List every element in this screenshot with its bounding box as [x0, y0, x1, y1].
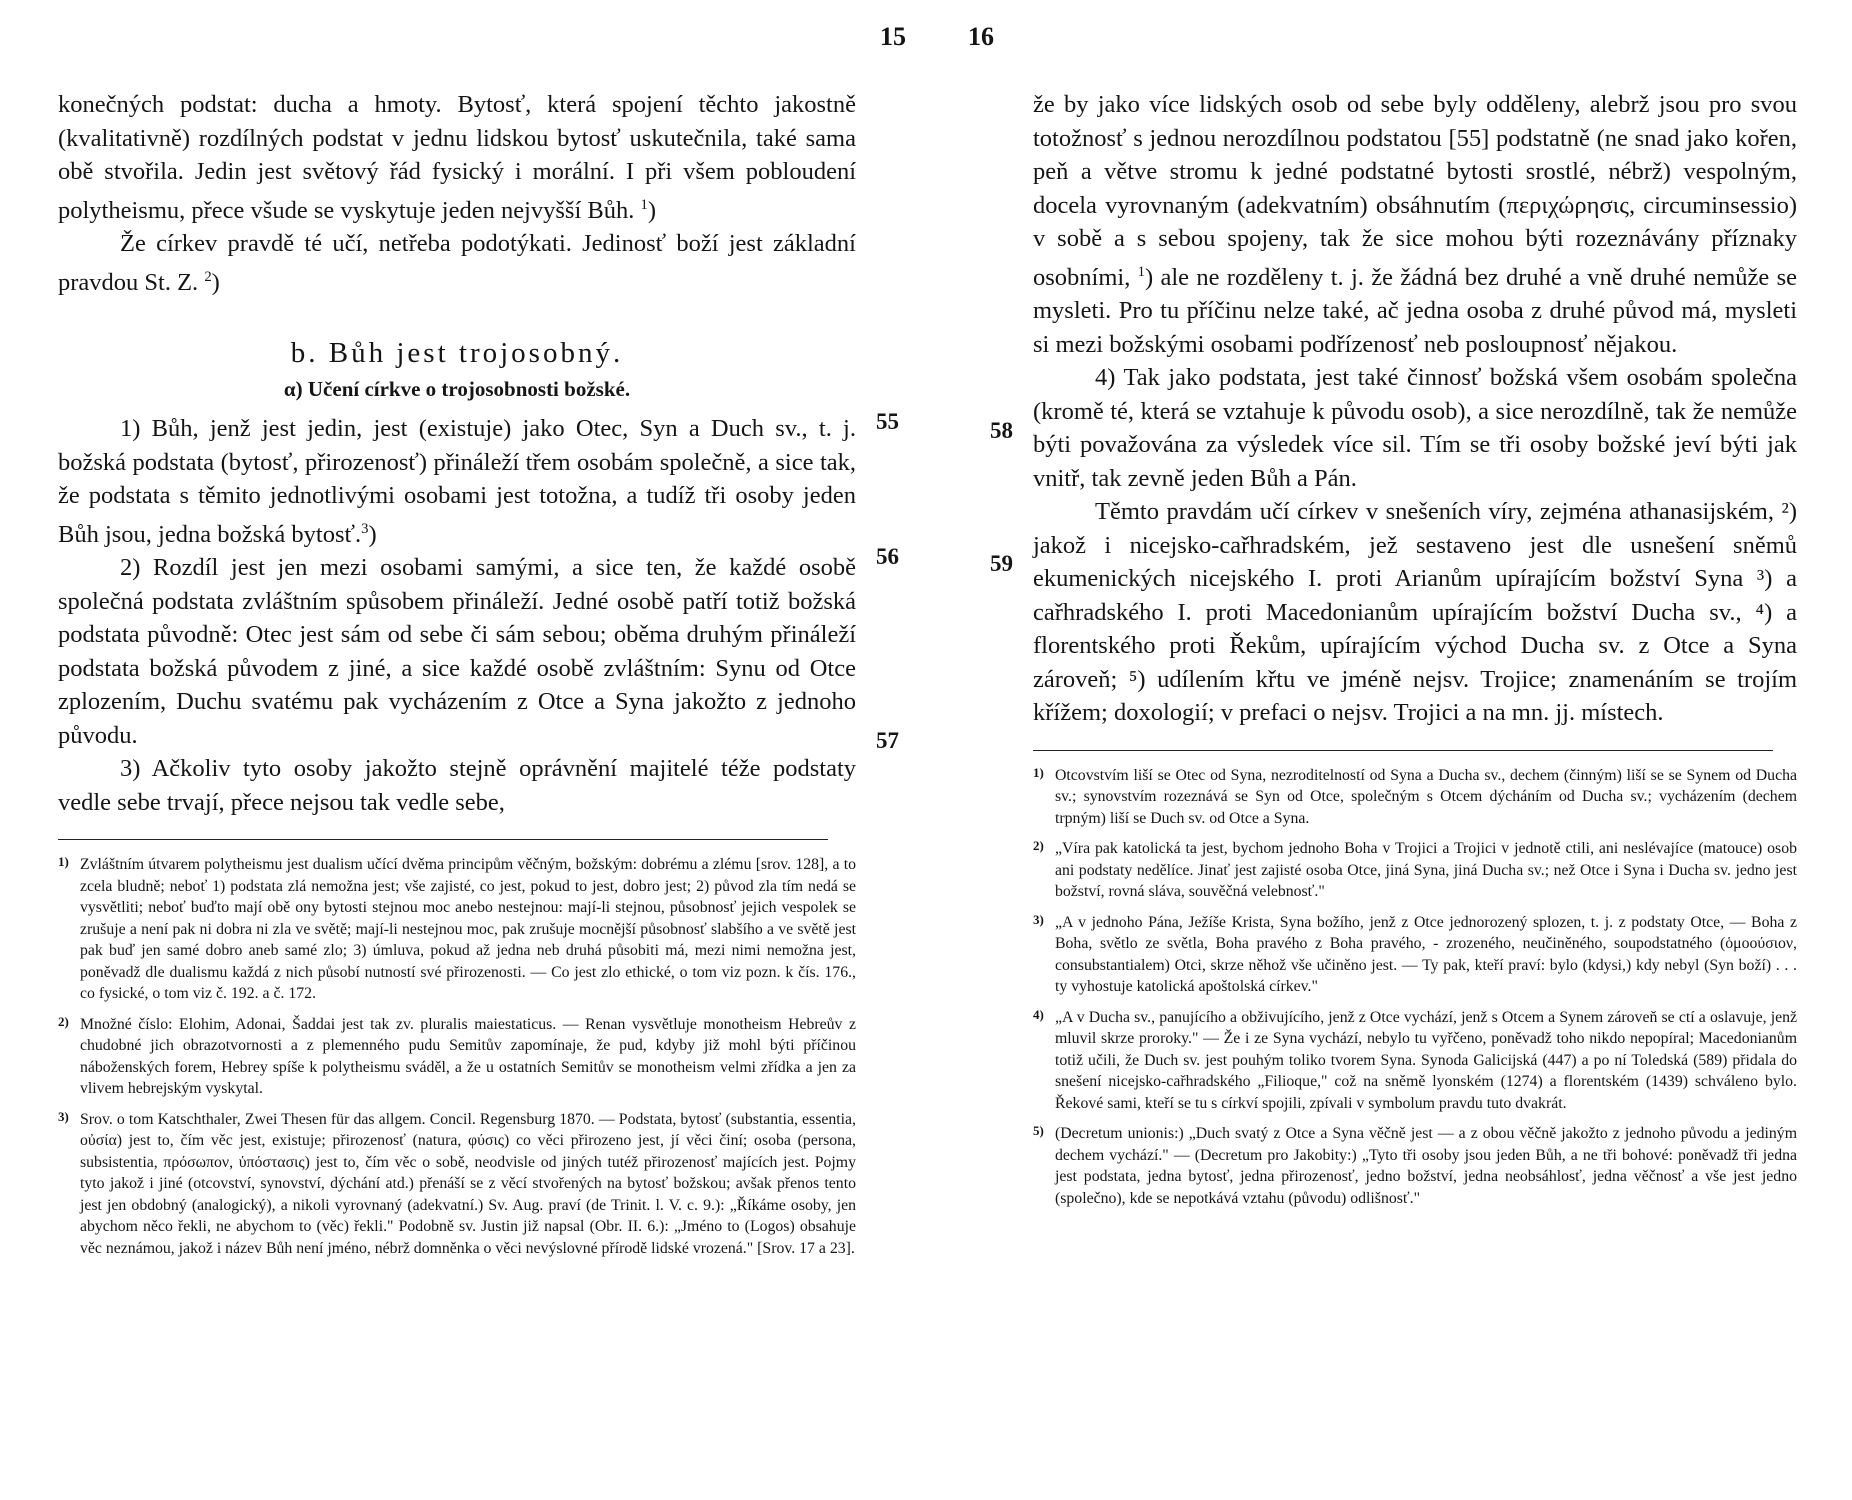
paragraph-59: Těmto pravdám učí církev v snešeních víry, zejména athanasijském, ²) jakož i nicejsko-cařhradském, jež sestaveno jest dle usnešení sněmů ekumenických nicejského I. proti Arianům upírajícím božství Syna ³) a cařhradského I. proti Macedonianům upírajícím božství Ducha sv., ⁴) a florentského proti Řekům, upírajícím východ Ducha sv. z Otce a Syna zároveň; ⁵) udílením křtu ve jméně nejsv. Trojice; znamenáním se trojím křížem; doxologií; v prefaci o nejsv. Trojici a na mn. jj. místech. [1033, 498, 1797, 727]
page-number-left: 15 [880, 22, 906, 51]
margin-number-55: 55 [876, 409, 899, 434]
footnote: 3) „A v jednoho Pána, Ježíše Krista, Syna božího, jenž z Otce jednorozený splozen, t. j. z podstaty Otce, — Boha z Boha, světlo ze světla, Boha pravého z Boha pravého, - zrozeného, neučiněného, soupodstatného (ὁμοούσιον, consubstantialem) Otci, skrze něhož vše učiněno jest. — Ty pak, kteří praví: bylo (kdysi,) kdy nebyl (Syn boží) . . . ty vyhostuje katolická apoštolská církev." [1033, 911, 1797, 996]
footnote-ref: 1 [640, 196, 648, 213]
footnote: 5) (Decretum unionis:) „Duch svatý z Otce a Syna věčně jest — a z obou věčně jakožto z jednoho původu a jediným dechem vychází." — (Decretum pro Jakobity:) „Tyto tři osoby jsou jeden Bůh, a ne tři bohové: poněvadž tři jedna jest podstata, jedna bytosť, jedna přirozenosť, jedno božství, jedna neobsáhlosť, jedna věčnosť a vše jest jedno (společno), kde se nepotkává vztahu (původu) odlišnosť." [1033, 1123, 1797, 1207]
left-paragraph-church: Že církev pravdě té učí, netřeba podotýkati. Jedinosť boží jest základní pravdou St. Z. $^2$) [58, 230, 856, 296]
footnote-ref: 2 [204, 268, 212, 285]
right-footnotes [1033, 765, 1797, 1210]
footnote-divider [1033, 750, 1773, 751]
footnote-ref: 1 [1137, 263, 1146, 280]
left-page [58, 88, 856, 1268]
margin-number-57: 57 [876, 728, 899, 753]
paragraph-55: 1) Bůh, jenž jest jedin, jest (existuje) jako Otec, Syn a Duch sv., t. j. božská podstata (bytosť, přirozenosť) přináleží třem osobám společně, a sice tak, že podstata s těmito jednotlivými osobami jest totožna, a tudíž tři osoby jeden Bůh jsou, jedna božská bytosť.$^3$) [58, 415, 856, 548]
subsection-heading: α) Učení církve o trojosobnosti božské. [283, 376, 631, 401]
paragraph-58: 4) Tak jako podstata, jest také činnosť božská všem osobám společna (kromě té, která se vztahuje k původu osob), a sice nerozdílně, tak že nemůže býti považována za výsledek více sil. Tím se tři osoby božské jeví býti jak vnitř, tak zevně jeden Bůh a Pán. [1033, 364, 1797, 492]
right-page [1033, 88, 1797, 1218]
footnote: 3) Srov. o tom Katschthaler, Zwei Thesen für das allgem. Concil. Regensburg 1870. — Podstata, bytosť (substantia, essentia, οὐσία) jest to, čím věc jest, existuje; přirozenosť (natura, φύσις) co věci přirozeno jest, jí věci činí; osoba (persona, subsistentia, πρόσωπον, ὑπόστασις) jest to, čím věc o sobě, neodvisle od jiných tutéž přirozenosť majících jest. Pojmy tyto jakož i jiné (otcovství, synovství, dýchání atd.) přenáší se z věcí stvořených na bytosť božskou; avšak přenos tento jest jen obdobný (analogický), a nikoli vyrovnaný (adekvatní.) Sv. Aug. praví (de Trinit. l. V. c. 9.): „Říkáme osoby, jen abychom něco řekli, ne abychom to (věc) řekli." Podobně sv. Justin již napsal (Obr. II. 6.): „Jméno to (Logos) obsahuje věc neznámou, jakož i název Bůh není jméno, nébrž domněnka o věci nevýslovné přírodě lidské vrozená." [Srov. 17 a 23]. [58, 1108, 856, 1257]
left-body [58, 88, 856, 819]
footnote-divider [58, 839, 828, 840]
right-intro-paragraph: že by jako více lidských osob od sebe byly odděleny, alebrž jsou pro svou totožnosť s jednou nerozdílnou podstatou [55] podstatně (ne snad jako kořen, peň a větve stromu k jedné podstatné bytosti srostlé, nébrž) vespolným, docela vyrovnaným (adekvatním) obsáhnutím (περιχώρησις, circuminsessio) v sobě a s sebou spojeny, tak že sice mohou býti rozeznávány příznaky osobními, $^1$) ale ne rozděleny t. j. že žádná bez druhé a vně druhé nemůže se mysleti. Pro tu příčinu nelze také, ač jedna osoba z druhé původ má, mysleti si mezi božskými osobami podřízenosť neb posloupnosť nějakou. [1033, 91, 1797, 358]
footnote: 1) Otcovstvím liší se Otec od Syna, nezroditelností od Syna a Ducha sv., dechem (činným) liší se se Synem od Ducha sv.; synovstvím rozeznává se Syn od Otce, společným s Otcem dýcháním od Ducha sv.; vycházením (dechem trpným) liší se Duch sv. od Otce a Syna. [1033, 764, 1797, 827]
margin-number-58: 58 [990, 418, 1013, 443]
right-body [1033, 88, 1797, 730]
page-number-right: 16 [968, 22, 994, 51]
footnote-ref: 3 [361, 520, 369, 537]
footnote: 1) Zvláštním útvarem polytheismu jest dualism učící dvěma principům věčným, božským: dobrému a zlému [srov. 128], a to zcela bludně; neboť 1) podstata zlá nemožna jest; vše zajisté, co jest, pokud to jest, dobro jest; 2) původ zla tím nedá se vysvětliti; neboť buďto mají obě ony bytosti stejnou moc anebo nestejnou: mají-li stejnou, působnosť jejich vespolek se zrušuje a není pak ni dobra ni zla ve světě; mají-li nestejnou moc, pak zrušuje mocnější působnosť slabšího a ve světě jest pak buď jen samé dobro aneb samé zlo; 3) úmluva, pokud až jedna neb druhá působiti má, mezi nimi nemožna jest, poněvadž dle dualismu každá z nich působí nutností své přirozenosti. — Co jest zlo ethické, o tom viz pozn. k čís. 176., co fysické, o tom viz č. 192. a č. 172. [58, 854, 856, 1003]
margin-number-59: 59 [990, 551, 1013, 576]
footnote: 2) „Víra pak katolická ta jest, bychom jednoho Boha v Trojici a Trojici v jednotě ctili, ani neslévajíce (matouce) osob ani podstaty nedělíce. Jinať jest zajisté osoba Otce, jiná Syna, jiná Ducha sv.; než Otce i Syna i Ducha sv. jedno jest božství, rovná sláva, souvěčná velebnosť." [1033, 838, 1797, 901]
paragraph-57: 3) Ačkoliv tyto osoby jakožto stejně oprávnění majitelé téže podstaty vedle sebe trvají, přece nejsou tak vedle sebe, [58, 755, 856, 816]
left-intro-paragraph: konečných podstat: ducha a hmoty. Bytosť, která spojení těchto jakostně (kvalitativně) rozdílných podstat v jednu lidskou bytosť uskutečnila, také sama obě stvořila. Jedin jest světový řád fysický i morální. I při všem pobloudení polytheismu, přece všude se vyskytuje jeden nejvyšší Bůh. $^1$) [58, 91, 856, 224]
footnote: 4) „A v Ducha sv., panujícího a obživujícího, jenž z Otce vychází, jenž s Otcem a Synem zároveň se ctí a oslavuje, jenž mluvil skrze proroky." — Že i ze Syna vychází, nebylo tu vyřčeno, poněvadž toho nikdo nepopíral; Macedonianům totiž učili, že Duch sv. jest pouhým toliko tvorem Syna. Synoda Galicijská (447) a po ní Toledská (589) přidala do snešení nicejsko-cařhradského „Filioque," což na sněmě lyonském (1274) a florentském (1439) schváleno bylo. Řekové sami, kteří se tu s církví spojili, zpívali v symbolum pravdu tuto dvakrát. [1033, 1006, 1797, 1112]
paragraph-56: 2) Rozdíl jest jen mezi osobami samými, a sice ten, že každé osobě společná podstata zvláštním spůsobem přináleží. Jedné osobě patří totiž božská podstata původně: Otec jest sám od sebe či sám sebou; oběma druhým přináleží podstata božská původem z jiné, a sice každé osobě zvláštním: Synu od Otce zplozením, Duchu svatému pak vycházením z Otce a Syna jakožto z jednoho původu. [58, 554, 856, 749]
margin-number-56: 56 [876, 544, 899, 569]
left-footnotes [58, 854, 856, 1259]
section-heading: b. Bůh jest trojosobný. [290, 337, 624, 370]
footnote: 2) Množné číslo: Elohim, Adonai, Šaddai jest tak zv. pluralis maiestaticus. — Renan vysvětluje monotheism Hebreův z chudobné jich obrazotvornosti a z plemenného pudu Semitův zapomínaje, že pud, kdyby již mohl býti příčinou náboženských forem, Hebrey spíše k polytheismu sváděl, a že u ostatních Semitův se monotheism velmi zřídka a jen za vlivem hebrejským vyskytal. [58, 1013, 856, 1098]
